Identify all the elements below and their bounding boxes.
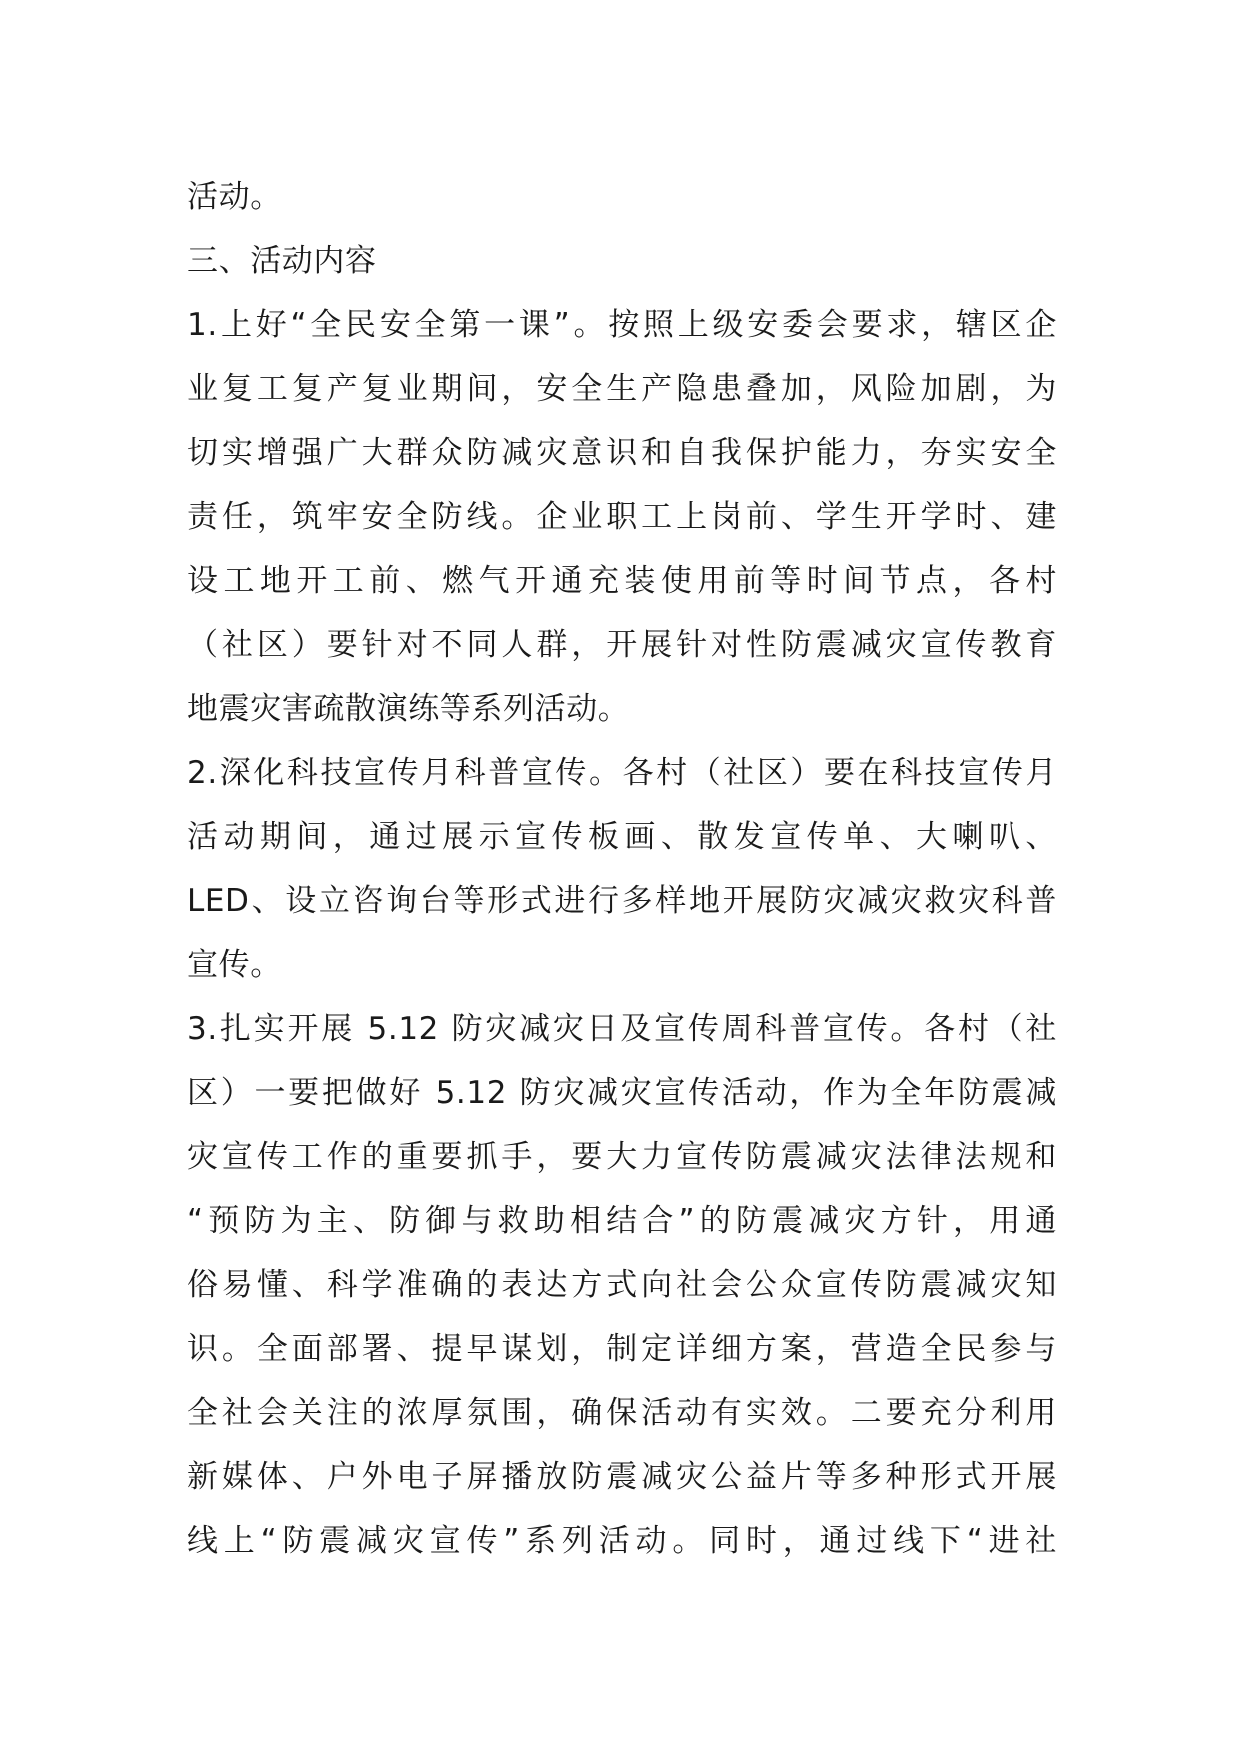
text-line-22: 线上“防震减灾宣传”系列活动。同时，通过线下“进社 (187, 1523, 1057, 1559)
text-line-8: （社区）要针对不同人群，开展针对性防震减灾宣传教育 (187, 627, 1057, 663)
text-line-14: 3.扎实开展 5.12 防灾减灾日及宣传周科普宣传。各村（社 (187, 1011, 1057, 1047)
text-line-4: 业复工复产复业期间，安全生产隐患叠加，风险加剧，为 (187, 371, 1057, 407)
text-line-21: 新媒体、户外电子屏播放防震减灾公益片等多种形式开展 (187, 1459, 1057, 1495)
text-line-3: 1.上好“全民安全第一课”。按照上级安委会要求，辖区企 (187, 307, 1057, 343)
text-line-15: 区）一要把做好 5.12 防灾减灾宣传活动，作为全年防震减 (187, 1075, 1057, 1111)
text-line-5: 切实增强广大群众防减灾意识和自我保护能力，夯实安全 (187, 435, 1057, 471)
text-line-19: 识。全面部署、提早谋划，制定详细方案，营造全民参与 (187, 1331, 1057, 1367)
text-line-1: 活动。 (187, 179, 282, 215)
text-line-17: “预防为主、防御与救助相结合”的防震减灾方针，用通 (187, 1203, 1057, 1239)
text-line-7: 设工地开工前、燃气开通充装使用前等时间节点，各村 (187, 563, 1057, 599)
text-line-16: 灾宣传工作的重要抓手，要大力宣传防震减灾法律法规和 (187, 1139, 1057, 1175)
text-line-12: LED、设立咨询台等形式进行多样地开展防灾减灾救灾科普 (187, 883, 1057, 919)
text-line-18: 俗易懂、科学准确的表达方式向社会公众宣传防震减灾知 (187, 1267, 1057, 1303)
text-line-6: 责任，筑牢安全防线。企业职工上岗前、学生开学时、建 (187, 499, 1057, 535)
text-line-20: 全社会关注的浓厚氛围，确保活动有实效。二要充分利用 (187, 1395, 1057, 1431)
document-page (187, 165, 1057, 1573)
section-heading: 三、活动内容 (187, 243, 377, 279)
text-line-9: 地震灾害疏散演练等系列活动。 (187, 691, 630, 727)
text-line-13: 宣传。 (187, 947, 282, 983)
text-line-10: 2.深化科技宣传月科普宣传。各村（社区）要在科技宣传月 (187, 755, 1057, 791)
text-line-11: 活动期间，通过展示宣传板画、散发宣传单、大喇叭、 (187, 819, 1057, 855)
